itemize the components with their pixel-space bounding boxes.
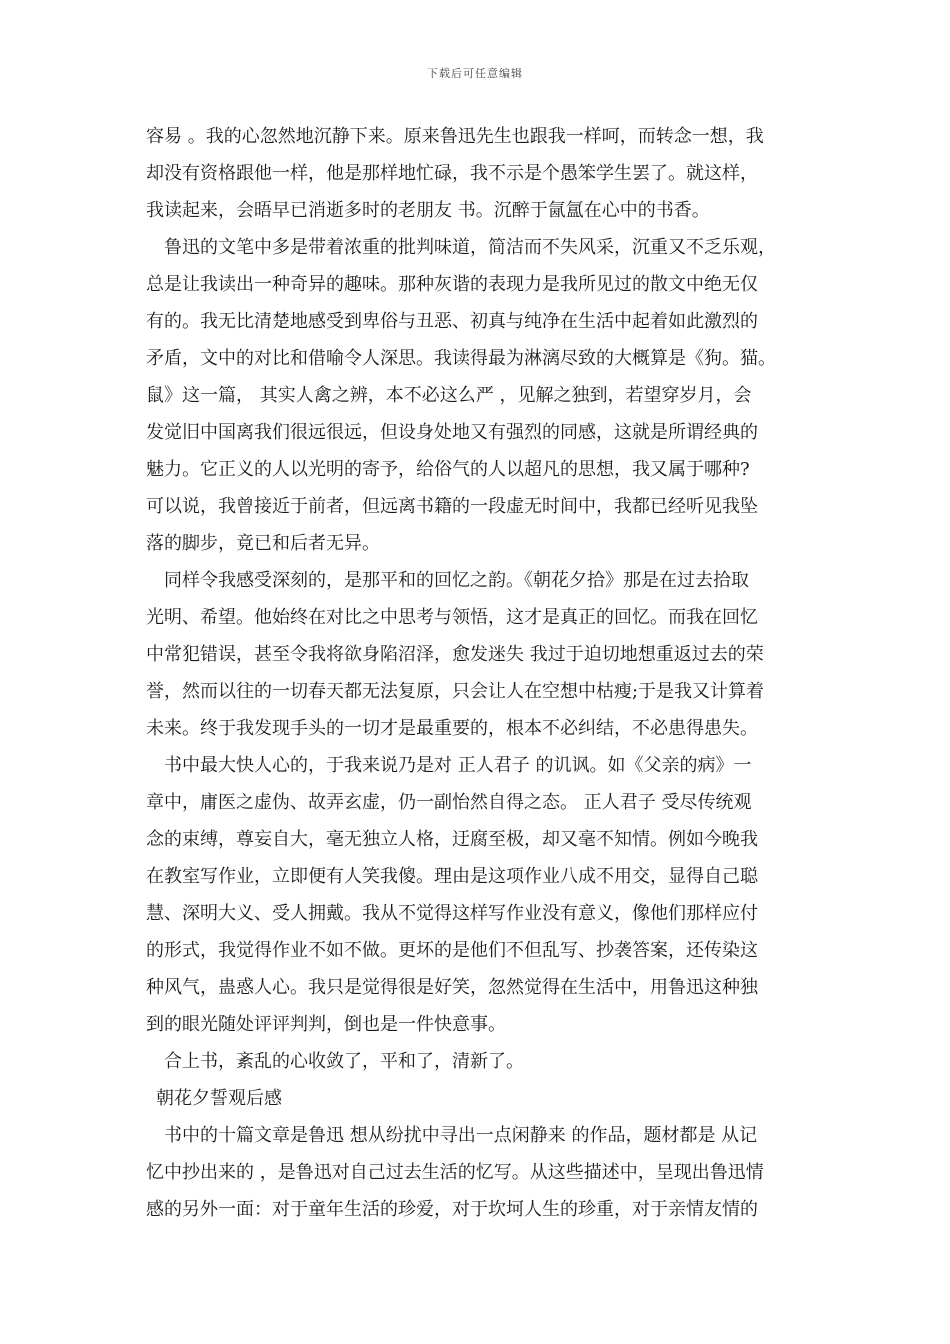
text-line: 书中的十篇文章是鲁迅 想从纷扰中寻出一点闲静来 的作品，题材都是 从记	[164, 1125, 758, 1146]
text-line: 念的束缚，尊妄自大，毫无独立人格，迂腐至极，却又毫不知情。例如今晚我	[146, 829, 758, 850]
text-line: 忆中抄出来的 ，是鲁迅对自己过去生活的忆写。从这些描述中，呈现出鲁迅情	[146, 1162, 764, 1183]
text-line: 感的另外一面：对于童年生活的珍爱，对于坎坷人生的珍重，对于亲情友情的	[146, 1199, 758, 1220]
page-header: 下载后可任意编辑	[427, 67, 523, 80]
text-line: 种风气，蛊惑人心。我只是觉得很是好笑，忽然觉得在生活中，用鲁迅这种独	[146, 977, 758, 998]
text-line: 有的。我无比清楚地感受到卑俗与丑恶、初真与纯净在生活中起着如此激烈的	[146, 311, 758, 332]
text-line: 慧、深明大义、受人拥戴。我从不觉得这样写作业没有意义，像他们那样应付	[146, 903, 758, 924]
text-line: 书中最大快人心的，于我来说乃是对 正人君子 的讥讽。如《父亲的病》一	[164, 755, 752, 776]
section-title: 朝花夕誓观后感	[156, 1088, 282, 1109]
text-line: 矛盾，文中的对比和借喻令人深思。我读得最为淋漓尽致的大概算是《狗。猫。	[146, 348, 776, 369]
text-line: 同样令我感受深刻的，是那平和的回忆之韵。《朝花夕拾》那是在过去拾取	[164, 570, 749, 591]
text-line: 鼠》这一篇， 其实人禽之辨，本不必这么严 ，见解之独到，若望穿岁月，会	[146, 385, 752, 406]
text-line: 的形式，我觉得作业不如不做。更坏的是他们不但乱写、抄袭答案，还传染这	[146, 940, 758, 961]
text-line: 合上书，紊乱的心收敛了，平和了，清新了。	[164, 1051, 524, 1072]
text-line: 总是让我读出一种奇异的趣味。那种灰谐的表现力是我所见过的散文中绝无仅	[146, 274, 758, 295]
text-line: 落的脚步，竟已和后者无异。	[146, 533, 380, 554]
text-line: 到的眼光随处评评判判，倒也是一件快意事。	[146, 1014, 506, 1035]
text-line: 发觉旧中国离我们很远很远，但设身处地又有强烈的同感，这就是所谓经典的	[146, 422, 758, 443]
text-line: 在教室写作业，立即便有人笑我傻。理由是这项作业八成不用交，显得自己聪	[146, 866, 758, 887]
text-line: 章中，庸医之虚伪、故弄玄虚，仍一副怡然自得之态。 正人君子 受尽传统观	[146, 792, 752, 813]
text-line: 魅力。它正义的人以光明的寄予，给俗气的人以超凡的思想，我又属于哪种?	[146, 459, 750, 480]
text-line: 中常犯错误，甚至令我将欲身陷沼泽，愈发迷失 我过于迫切地想重返过去的荣	[146, 644, 764, 665]
text-line: 未来。终于我发现手头的一切才是最重要的，根本不必纠结，不必患得患失。	[146, 718, 758, 739]
text-line: 我读起来，会晤早已消逝多时的老朋友 书。沉醉于氤氲在心中的书香。	[146, 200, 710, 221]
text-line: 却没有资格跟他一样，他是那样地忙碌，我不示是个愚笨学生罢了。就这样，	[146, 163, 758, 184]
text-line: 誉，然而以往的一切春天都无法复原，只会让人在空想中枯瘦;于是我又计算着	[146, 681, 765, 702]
text-line: 光明、希望。他始终在对比之中思考与领悟，这才是真正的回忆。而我在回忆	[146, 607, 758, 628]
text-line: 容易 。我的心忽然地沉静下来。原来鲁迅先生也跟我一样呵，而转念一想，我	[146, 126, 764, 147]
text-line: 鲁迅的文笔中多是带着浓重的批判味道，简洁而不失风采，沉重又不乏乐观，	[164, 237, 776, 258]
text-line: 可以说，我曾接近于前者，但远离书籍的一段虚无时间中，我都已经听见我坠	[146, 496, 758, 517]
